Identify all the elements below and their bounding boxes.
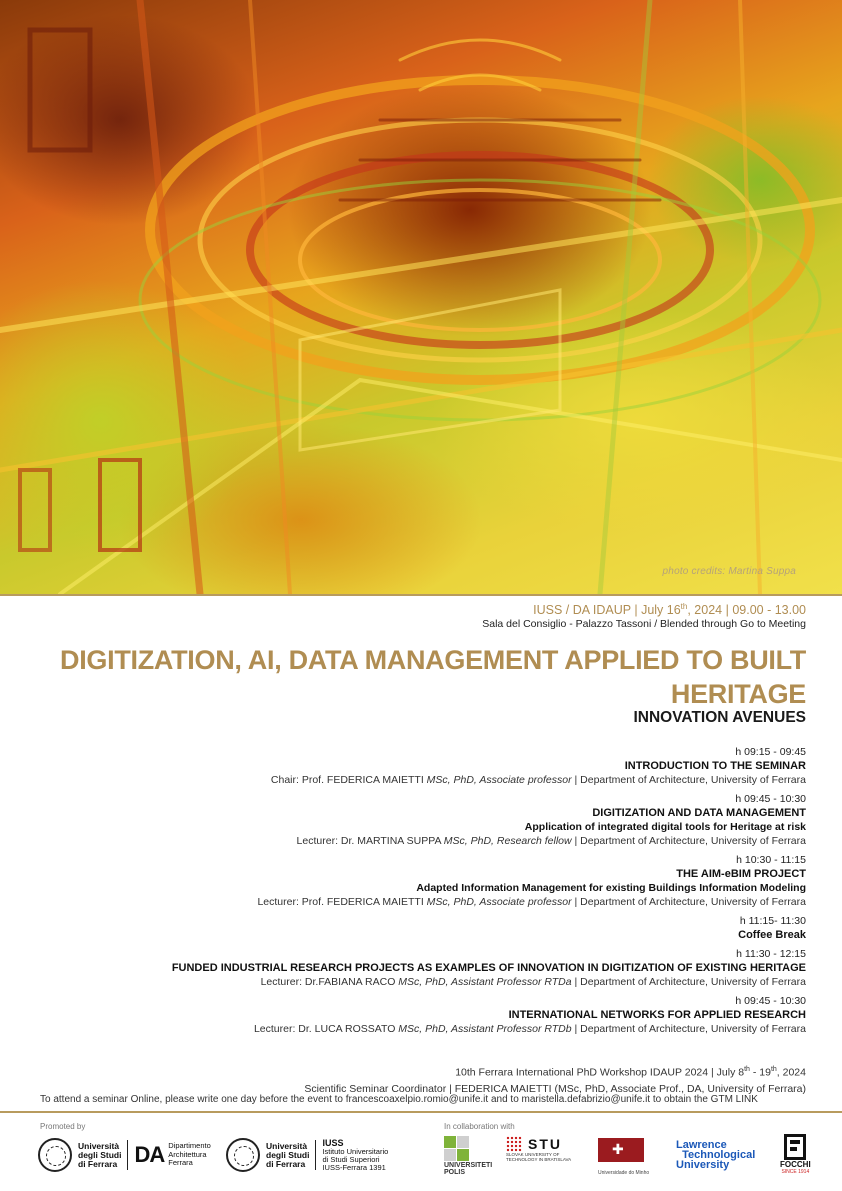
speaker-name: Chair: Prof. FEDERICA MAIETTI: [270, 774, 427, 786]
event-info: [533, 602, 806, 617]
iuss-name: [322, 1139, 388, 1172]
workshop-text: , 2024: [776, 1066, 806, 1079]
program-list: [16, 746, 806, 1042]
program-session: [16, 793, 806, 848]
session-speaker: [16, 773, 806, 787]
logo-bar: [0, 1114, 842, 1191]
iuss-subtext: Istituto Universitario di Studi Superiori IUSS-Ferrara 1391: [322, 1146, 389, 1172]
session-time: h 09:15 - 09:45: [735, 746, 806, 758]
program-session: [16, 948, 806, 989]
event-organizer: IUSS / DA IDAUP: [533, 603, 631, 618]
program-session: [16, 995, 806, 1036]
da-mark: DA: [134, 1142, 165, 1167]
program-session: [16, 915, 806, 942]
ltu-name: Lawrence Technological University: [676, 1139, 756, 1171]
unife-iuss-logo: [226, 1138, 388, 1172]
session-speaker: [16, 834, 806, 848]
stu-dots-icon: [506, 1136, 522, 1152]
photo-credit: photo credits: Martina Suppa: [662, 566, 796, 577]
hero-image: [0, 0, 842, 594]
speaker-qualifications: MSc, PhD, Assistant Professor RTDa: [398, 976, 572, 988]
unife-da-logo: [38, 1138, 211, 1172]
logo-divider: [127, 1140, 128, 1170]
session-subtitle: Application of integrated digital tools for Heritage at risk: [524, 821, 806, 833]
workshop-sup: th: [744, 1066, 750, 1073]
session-speaker: [16, 895, 806, 909]
stu-name: SLOVAK UNIVERSITY OF TECHNOLOGY IN BRATISLAVA: [506, 1152, 572, 1162]
speaker-name: Lecturer: Dr. MARTINA SUPPA: [296, 835, 444, 847]
logo-divider: [315, 1140, 316, 1170]
session-time: h 09:45 - 10:30: [735, 995, 806, 1007]
unife-name: Università degli Studi di Ferrara: [78, 1140, 122, 1169]
speaker-qualifications: MSc, PhD, Assistant Professor RTDb: [398, 1023, 572, 1035]
separator: |: [725, 603, 733, 618]
event-hours: 09.00 - 13.00: [732, 603, 806, 618]
session-time: h 10:30 - 11:15: [736, 854, 806, 866]
session-time: h 11:30 - 12:15: [736, 948, 806, 960]
page-subtitle: INNOVATION AVENUES: [633, 709, 806, 726]
minho-name: Universidade do Minho: [598, 1170, 650, 1176]
event-venue: Sala del Consiglio - Palazzo Tassoni / Blended through Go to Meeting: [482, 618, 806, 630]
attend-instructions: To attend a seminar Online, please write one day before the event to francescoaxelpio.romio@unife.it and to maristella.defabrizio@unife.it to obtain the GTM LINK: [40, 1094, 758, 1105]
polis-mark-icon: [444, 1136, 470, 1162]
unife-seal-icon: [226, 1138, 260, 1172]
point-cloud-artwork: [0, 0, 842, 594]
speaker-qualifications: MSc, PhD, Associate professor: [426, 774, 572, 786]
minho-logo: [598, 1138, 649, 1176]
speaker-name: Lecturer: Prof. FEDERICA MAIETTI: [257, 896, 427, 908]
top-divider: [0, 594, 842, 596]
polis-logo: [444, 1136, 492, 1176]
unife-name: Università degli Studi di Ferrara: [266, 1140, 310, 1169]
speaker-affiliation: | Department of Architecture, University of Ferrara: [571, 835, 806, 847]
focchi-mark-icon: [784, 1134, 806, 1160]
session-subtitle: Adapted Information Management for existing Buildings Information Modeling: [416, 882, 806, 894]
minho-shield-icon: [598, 1138, 644, 1162]
program-session: [16, 854, 806, 909]
speaker-qualifications: MSc, PhD, Associate professor: [426, 896, 572, 908]
workshop-sup: th: [770, 1066, 777, 1073]
session-title: FUNDED INDUSTRIAL RESEARCH PROJECTS AS EXAMPLES OF INNOVATION IN DIGITIZATION OF EXISTING HERITAGE: [171, 962, 806, 974]
event-date: July 16: [641, 603, 681, 618]
focchi-name: FOCCHI: [780, 1160, 811, 1169]
speaker-name: Lecturer: Dr. LUCA ROSSATO: [253, 1023, 399, 1035]
stu-mark: STU: [528, 1136, 562, 1152]
bottom-divider: [0, 1111, 842, 1113]
session-speaker: [16, 1022, 806, 1036]
ltu-logo: [676, 1140, 755, 1170]
session-title: DIGITIZATION AND DATA MANAGEMENT: [592, 807, 806, 819]
session-speaker: [16, 975, 806, 989]
focchi-logo: [780, 1134, 811, 1175]
collaboration-label: In collaboration with: [444, 1122, 515, 1131]
iuss-title: IUSS: [322, 1137, 344, 1148]
coordinator-line: Scientific Seminar Coordinator | FEDERICA MAIETTI (MSc, PhD, Associate Prof., DA, University of Ferrara): [304, 1082, 806, 1095]
session-time: h 11:15- 11:30: [739, 915, 806, 927]
page-title: DIGITIZATION, AI, DATA MANAGEMENT APPLIED TO BUILT HERITAGE: [60, 645, 806, 709]
da-name: Dipartimento Architettura Ferrara: [168, 1141, 211, 1168]
speaker-affiliation: | Department of Architecture, University of Ferrara: [571, 774, 806, 786]
workshop-text: 10th Ferrara International PhD Workshop IDAUP 2024 | July 8: [455, 1066, 745, 1079]
speaker-qualifications: MSc, PhD, Research fellow: [443, 835, 572, 847]
speaker-name: Lecturer: Dr.FABIANA RACO: [260, 976, 399, 988]
unife-seal-icon: [38, 1138, 72, 1172]
speaker-affiliation: | Department of Architecture, University of Ferrara: [571, 976, 806, 988]
speaker-affiliation: | Department of Architecture, University of Ferrara: [571, 896, 806, 908]
session-title: Coffee Break: [738, 929, 806, 941]
event-year: , 2024: [687, 603, 723, 618]
promoted-by-label: Promoted by: [40, 1122, 86, 1131]
workshop-line: [304, 1062, 806, 1081]
speaker-affiliation: | Department of Architecture, University of Ferrara: [571, 1023, 806, 1035]
footer-info: [304, 1062, 806, 1097]
stu-logo: [506, 1136, 571, 1162]
focchi-since: SINCE 1914: [781, 1169, 810, 1175]
separator: |: [634, 603, 642, 618]
program-session: [16, 746, 806, 787]
session-title: THE AIM-eBIM PROJECT: [676, 868, 806, 880]
session-time: h 09:45 - 10:30: [735, 793, 806, 805]
session-title: INTRODUCTION TO THE SEMINAR: [624, 760, 806, 772]
event-date-sup: th: [680, 602, 688, 611]
workshop-text: - 19: [749, 1066, 771, 1079]
session-title: INTERNATIONAL NETWORKS FOR APPLIED RESEARCH: [508, 1009, 806, 1021]
polis-name: UNIVERSITETI POLIS: [444, 1162, 493, 1176]
